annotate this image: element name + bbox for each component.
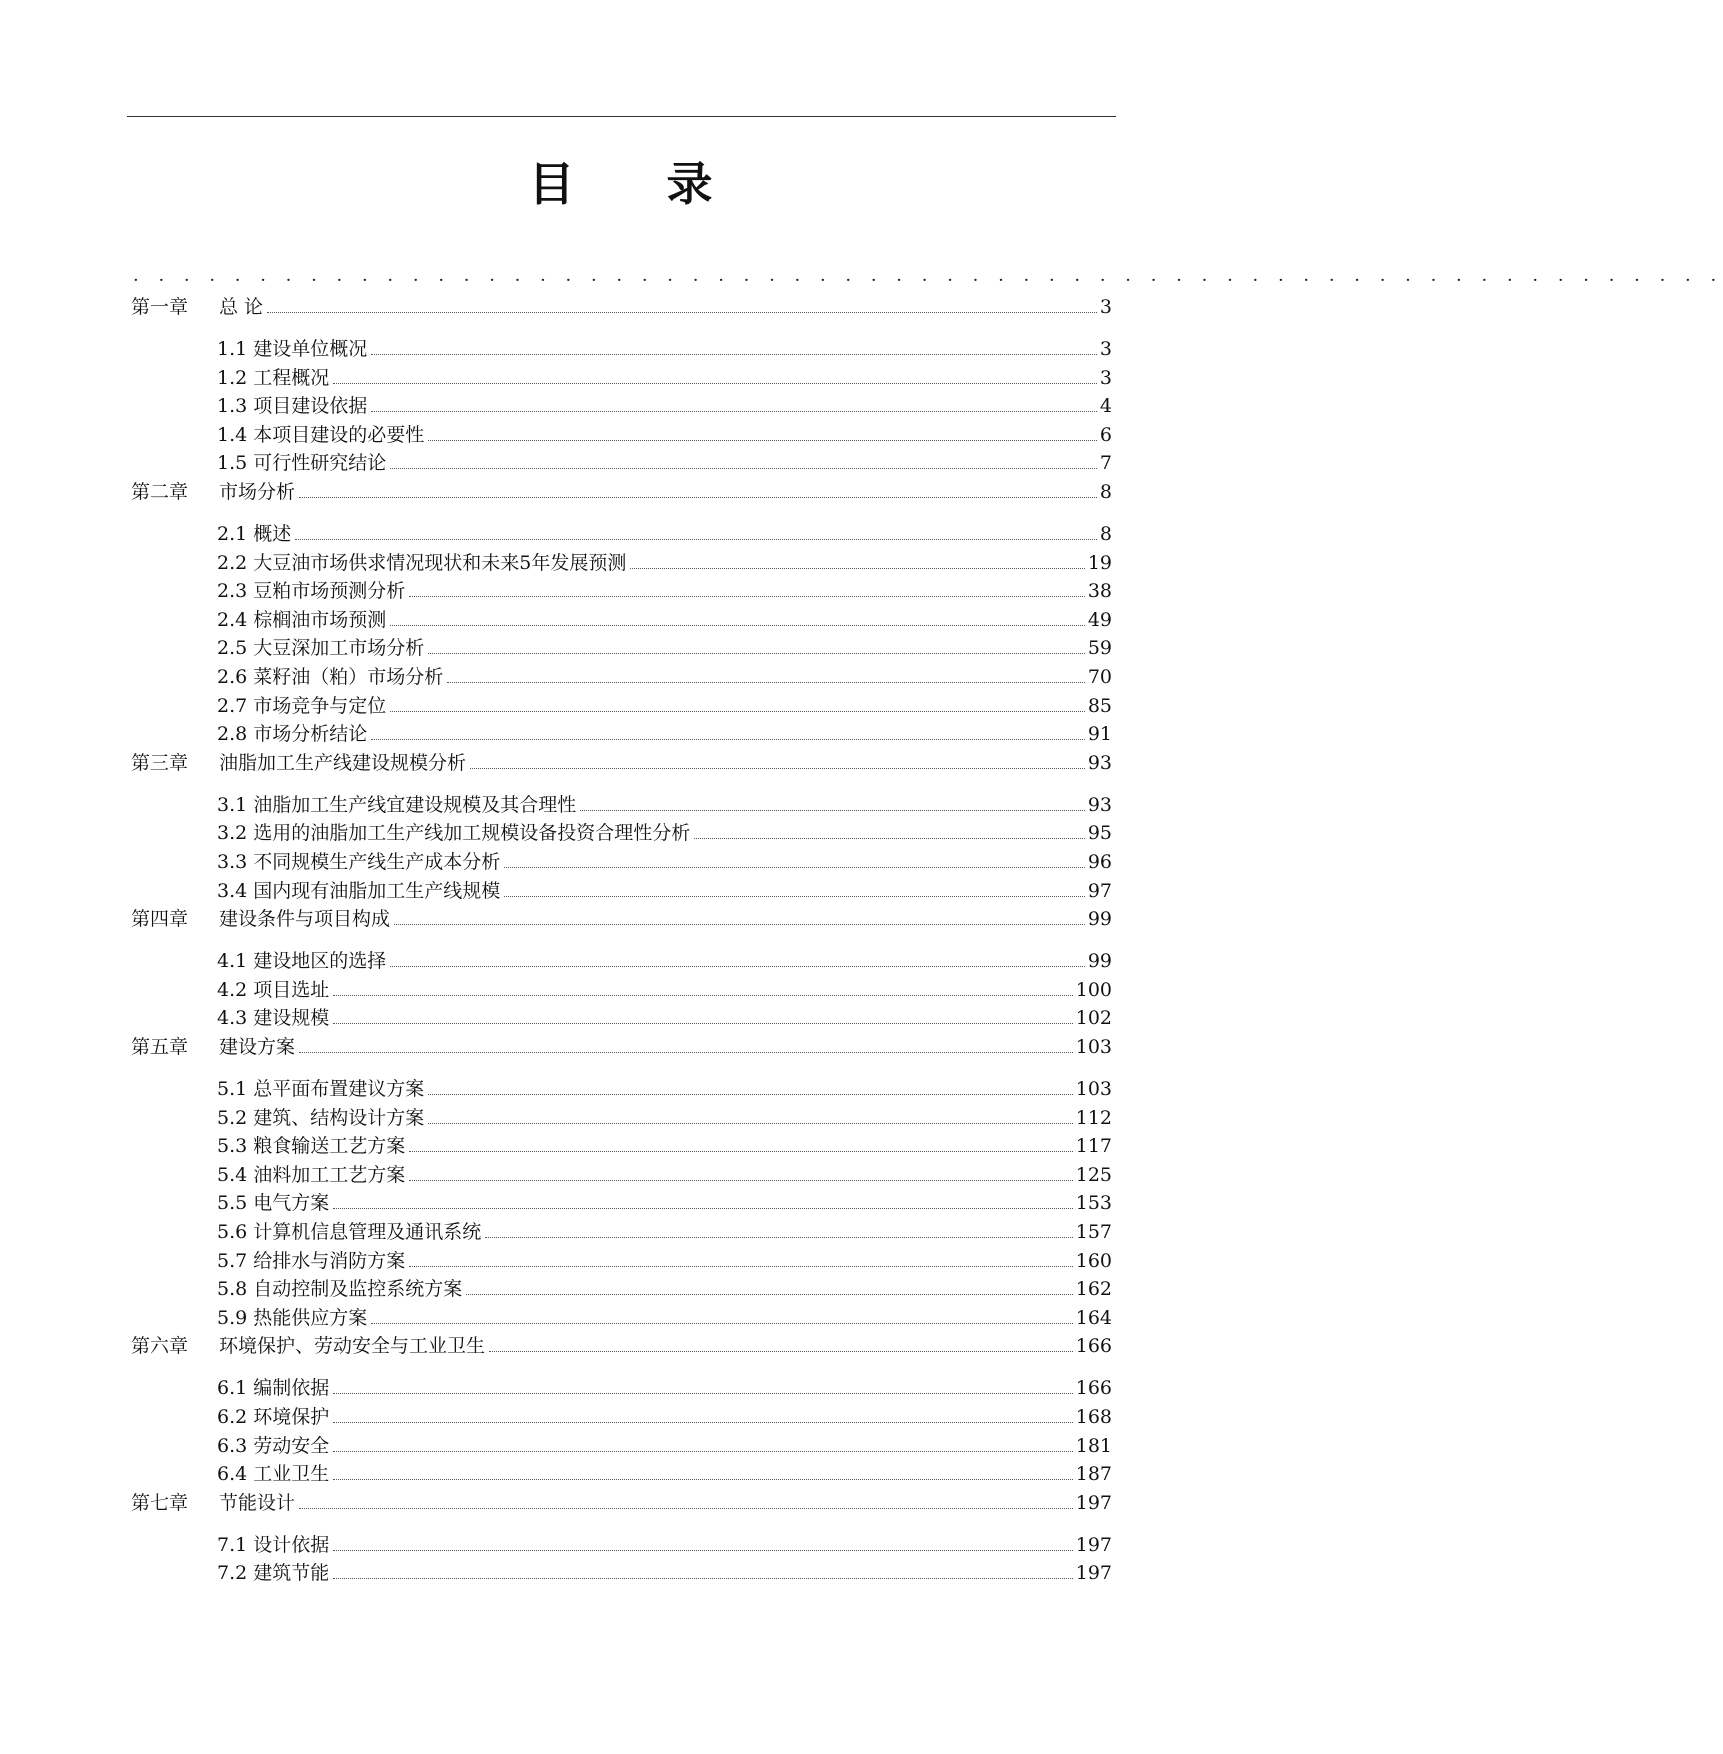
dot-leader — [390, 965, 1085, 967]
dot-leader — [630, 567, 1084, 569]
entry-title: 5.4 油料加工工艺方案 — [217, 1163, 406, 1186]
entry-title: 节能设计 — [219, 1491, 296, 1514]
entry-title: 建设方案 — [219, 1036, 296, 1058]
dot-leader — [333, 1478, 1072, 1480]
entry-title: 2.8 市场分析结论 — [217, 723, 368, 746]
toc-section-entry[interactable] — [217, 607, 1112, 633]
page-number: 125 — [1075, 1163, 1112, 1186]
chapter-label: 第七章 — [131, 1491, 189, 1514]
toc-section-entry[interactable] — [217, 948, 1112, 974]
toc-section-entry[interactable] — [217, 664, 1112, 690]
page-number: 19 — [1087, 551, 1112, 574]
page-number: 97 — [1087, 879, 1112, 902]
page-number: 59 — [1087, 637, 1112, 660]
page-number: 7 — [1099, 452, 1112, 475]
dot-leader — [299, 1051, 1073, 1053]
page-number: 103 — [1075, 1036, 1112, 1058]
page-number: 197 — [1075, 1491, 1112, 1514]
entry-title: 1.3 项目建设依据 — [217, 395, 368, 418]
entry-title: 2.6 菜籽油（粕）市场分析 — [217, 666, 444, 688]
entry-title: 4.3 建设规模 — [217, 1007, 330, 1030]
dot-leader — [409, 1265, 1072, 1267]
chapter-label: 第五章 — [131, 1036, 189, 1058]
toc-section-entry[interactable] — [217, 521, 1112, 547]
dot-leader — [466, 1293, 1072, 1295]
page-title: 目 录 — [528, 157, 751, 211]
page-number: 99 — [1087, 908, 1112, 931]
dot-leader — [428, 439, 1097, 441]
toc-section-entry[interactable] — [217, 1532, 1112, 1558]
dot-leader — [447, 681, 1085, 683]
dot-leader — [409, 1150, 1072, 1152]
page-number: 3 — [1099, 296, 1112, 318]
entry-title: 6.3 劳动安全 — [217, 1434, 330, 1457]
toc-section-entry[interactable] — [217, 1433, 1112, 1459]
entry-title: 2.3 豆粕市场预测分析 — [217, 580, 406, 603]
dot-leader — [295, 538, 1097, 540]
toc-section-entry[interactable] — [217, 365, 1112, 391]
toc-section-entry[interactable] — [217, 721, 1112, 747]
entry-title: 6.2 环境保护 — [217, 1406, 330, 1428]
dot-leader — [333, 1577, 1072, 1579]
page-number: 85 — [1087, 694, 1112, 717]
entry-title: 7.1 设计依据 — [217, 1533, 330, 1556]
toc-section-entry[interactable] — [217, 1305, 1112, 1331]
entry-title: 5.8 自动控制及监控系统方案 — [217, 1278, 463, 1301]
page-number: 70 — [1087, 666, 1112, 688]
entry-title: 3.2 选用的油脂加工生产线加工规模设备投资合理性分析 — [217, 822, 691, 845]
entry-title: 1.2 工程概况 — [217, 366, 330, 389]
dot-leader — [267, 311, 1097, 313]
dot-leader — [390, 624, 1085, 626]
toc-section-entry[interactable] — [217, 849, 1112, 875]
entry-title: 市场分析 — [219, 481, 296, 503]
toc-section-entry[interactable] — [217, 1404, 1112, 1430]
toc-chapter-entry[interactable] — [131, 906, 1112, 932]
chapter-label: 第四章 — [131, 908, 189, 931]
toc-section-entry[interactable] — [217, 450, 1112, 476]
toc-section-entry[interactable] — [217, 1276, 1112, 1302]
entry-title: 1.4 本项目建设的必要性 — [217, 423, 425, 446]
page-number: 99 — [1087, 950, 1112, 973]
entry-title: 5.6 计算机信息管理及通讯系统 — [217, 1221, 482, 1243]
page-number: 95 — [1087, 822, 1112, 845]
toc-section-entry[interactable] — [217, 1560, 1112, 1586]
entry-title: 6.1 编制依据 — [217, 1377, 330, 1400]
entry-title: 4.2 项目选址 — [217, 978, 330, 1001]
toc-section-entry[interactable] — [217, 693, 1112, 719]
toc-section-entry[interactable] — [217, 1248, 1112, 1274]
toc-section-entry[interactable] — [217, 1461, 1112, 1487]
dot-leader — [489, 1350, 1073, 1352]
entry-title: 总 论 — [219, 296, 264, 318]
dot-leader — [333, 1022, 1072, 1024]
entry-title: 5.7 给排水与消防方案 — [217, 1249, 406, 1272]
dot-leader — [333, 1549, 1072, 1551]
entry-title: 2.5 大豆深加工市场分析 — [217, 637, 425, 660]
page-number: 91 — [1087, 723, 1112, 746]
dot-leader — [333, 1421, 1072, 1423]
chapter-label: 第三章 — [131, 751, 189, 774]
dot-leader — [390, 710, 1085, 712]
dot-leader — [333, 994, 1072, 996]
dot-leader — [504, 866, 1085, 868]
toc-section-entry[interactable] — [217, 792, 1112, 818]
dot-leader — [694, 837, 1085, 839]
toc-section-entry[interactable] — [217, 550, 1112, 576]
toc-chapter-entry[interactable] — [131, 1490, 1112, 1516]
toc-section-entry[interactable] — [217, 1105, 1112, 1131]
toc-section-entry[interactable] — [217, 1005, 1112, 1031]
toc-section-entry[interactable] — [217, 1076, 1112, 1102]
toc-section-entry[interactable] — [217, 635, 1112, 661]
dot-leader — [470, 767, 1085, 769]
page-number: 100 — [1075, 978, 1112, 1001]
page-number: 166 — [1075, 1377, 1112, 1400]
dot-leader — [394, 923, 1085, 925]
page-number: 162 — [1075, 1278, 1112, 1301]
page-number: 157 — [1075, 1221, 1112, 1243]
toc-section-entry[interactable] — [217, 1375, 1112, 1401]
dot-leader — [371, 1322, 1072, 1324]
page-number: 6 — [1099, 423, 1112, 446]
dot-leader — [333, 382, 1097, 384]
page-number: 96 — [1087, 851, 1112, 873]
page-number: 49 — [1087, 608, 1112, 631]
page-number: 197 — [1075, 1533, 1112, 1556]
toc-section-entry[interactable] — [217, 977, 1112, 1003]
dot-leader — [333, 1450, 1072, 1452]
top-rule — [127, 116, 1116, 117]
page-number: 164 — [1075, 1306, 1112, 1329]
dot-leader — [409, 1179, 1072, 1181]
entry-title: 2.2 大豆油市场供求情况现状和未来5年发展预测 — [217, 551, 627, 574]
entry-title: 5.5 电气方案 — [217, 1192, 330, 1215]
page-number: 3 — [1099, 366, 1112, 389]
entry-title: 6.4 工业卫生 — [217, 1463, 330, 1486]
toc-section-entry[interactable] — [217, 578, 1112, 604]
entry-title: 3.4 国内现有油脂加工生产线规模 — [217, 879, 501, 902]
toc-section-entry[interactable] — [217, 336, 1112, 362]
page-number: 168 — [1075, 1406, 1112, 1428]
entry-title: 5.1 总平面布置建议方案 — [217, 1078, 425, 1100]
page-number: 112 — [1075, 1106, 1112, 1129]
page-number: 8 — [1099, 523, 1112, 545]
entry-title: 4.1 建设地区的选择 — [217, 950, 387, 973]
page-number: 8 — [1099, 481, 1112, 503]
dot-leader — [485, 1236, 1072, 1238]
page-number: 153 — [1075, 1192, 1112, 1215]
page-number: 102 — [1075, 1007, 1112, 1030]
entry-title: 环境保护、劳动安全与工业卫生 — [219, 1335, 486, 1358]
entry-title: 1.1 建设单位概况 — [217, 338, 368, 360]
page-number: 93 — [1087, 751, 1112, 774]
page-number: 103 — [1075, 1078, 1112, 1100]
toc-chapter-entry[interactable] — [131, 750, 1112, 776]
dot-leader — [409, 595, 1085, 597]
toc-section-entry[interactable] — [217, 393, 1112, 419]
entry-title: 2.7 市场竞争与定位 — [217, 694, 387, 717]
dot-leader — [371, 353, 1097, 355]
dot-leader — [428, 652, 1085, 654]
entry-title: 5.2 建筑、结构设计方案 — [217, 1106, 425, 1129]
entry-title: 5.9 热能供应方案 — [217, 1306, 368, 1329]
chapter-label: 第一章 — [131, 296, 189, 318]
dot-leader — [299, 1507, 1073, 1509]
toc-chapter-entry[interactable] — [131, 1333, 1112, 1359]
dotted-rule: · · · · · · · · · · · · · · · · · · · · · · · · · · · · · · · · · · · · · · · · · · · · · · · · · · · · · · · · · · · · · · · — [133, 270, 1723, 291]
page-number: 160 — [1075, 1249, 1112, 1272]
toc-chapter-entry[interactable] — [131, 294, 1112, 320]
page-number: 38 — [1087, 580, 1112, 603]
entry-title: 2.4 棕榈油市场预测 — [217, 608, 387, 631]
page-number: 166 — [1075, 1335, 1112, 1358]
page-number: 93 — [1087, 793, 1112, 816]
entry-title: 7.2 建筑节能 — [217, 1562, 330, 1585]
page-number: 181 — [1075, 1434, 1112, 1457]
toc-section-entry[interactable] — [217, 1162, 1112, 1188]
entry-title: 5.3 粮食输送工艺方案 — [217, 1135, 406, 1158]
dot-leader — [333, 1207, 1072, 1209]
chapter-label: 第二章 — [131, 481, 189, 503]
toc-section-entry[interactable] — [217, 422, 1112, 448]
page-number: 3 — [1099, 338, 1112, 360]
page-number: 117 — [1075, 1135, 1112, 1158]
entry-title: 油脂加工生产线建设规模分析 — [219, 751, 467, 774]
entry-title: 2.1 概述 — [217, 523, 292, 545]
toc-section-entry[interactable] — [217, 1133, 1112, 1159]
entry-title: 建设条件与项目构成 — [219, 908, 391, 931]
dot-leader — [390, 467, 1097, 469]
toc-section-entry[interactable] — [217, 1190, 1112, 1216]
dot-leader — [371, 738, 1085, 740]
dot-leader — [504, 895, 1085, 897]
dot-leader — [428, 1122, 1072, 1124]
dot-leader — [333, 1392, 1072, 1394]
dot-leader — [428, 1093, 1072, 1095]
toc-chapter-entry[interactable] — [131, 479, 1112, 505]
page-number: 4 — [1099, 395, 1112, 418]
chapter-label: 第六章 — [131, 1335, 189, 1358]
entry-title: 3.1 油脂加工生产线宜建设规模及其合理性 — [217, 793, 577, 816]
toc-section-entry[interactable] — [217, 878, 1112, 904]
toc-chapter-entry[interactable] — [131, 1034, 1112, 1060]
page-number: 187 — [1075, 1463, 1112, 1486]
toc-section-entry[interactable] — [217, 820, 1112, 846]
entry-title: 3.3 不同规模生产线生产成本分析 — [217, 851, 501, 873]
dot-leader — [580, 809, 1085, 811]
toc-section-entry[interactable] — [217, 1219, 1112, 1245]
dot-leader — [371, 410, 1097, 412]
entry-title: 1.5 可行性研究结论 — [217, 452, 387, 475]
page-number: 197 — [1075, 1562, 1112, 1585]
dot-leader — [299, 496, 1097, 498]
